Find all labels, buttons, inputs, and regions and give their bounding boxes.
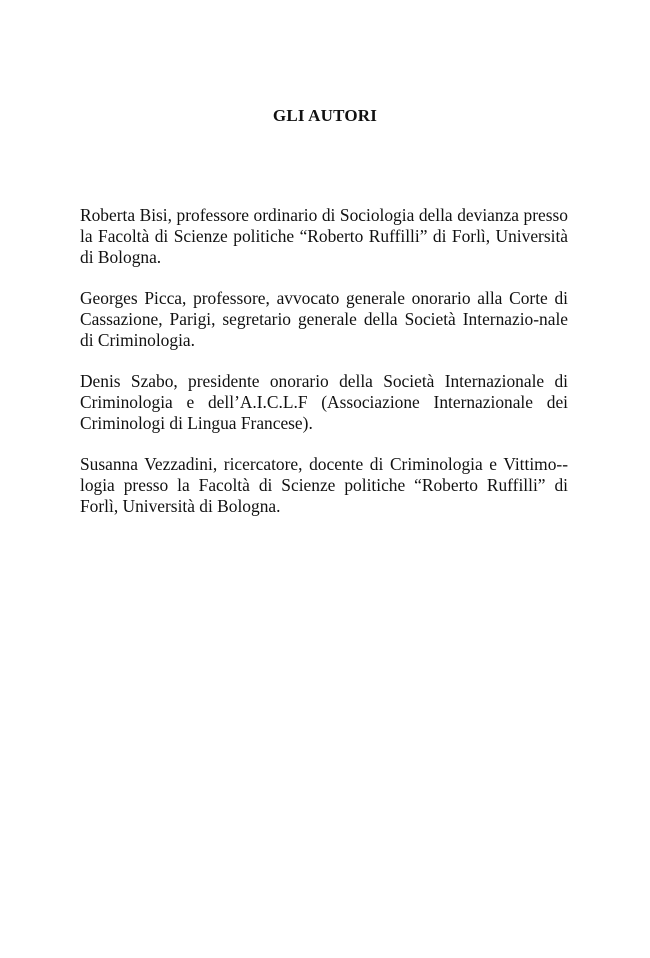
author-bio-bisi: Roberta Bisi, professore ordinario di Sociologia della devianza presso la Facoltà di Scienze politiche “Roberto Ruffilli” di Forlì, Università di Bologna. [80,205,568,267]
author-bio-szabo: Denis Szabo, presidente onorario della Società Internazionale di Criminologia e dell’A.I.C.L.F (Associazione Internazionale dei Criminologi di Lingua Francese). [80,371,568,433]
author-list [80,205,568,537]
page-title: GLI AUTORI [272,106,378,125]
author-bio-vezzadini: Susanna Vezzadini, ricercatore, docente di Criminologia e Vittimo-logia presso la Facoltà di Scienze politiche “Roberto Ruffilli” di Forlì, Università di Bologna. [80,454,568,516]
author-bio-picca: Georges Picca, professore, avvocato generale onorario alla Corte di Cassazione, Parigi, segretario generale della Società Internazio-nale di Criminologia. [80,288,568,350]
